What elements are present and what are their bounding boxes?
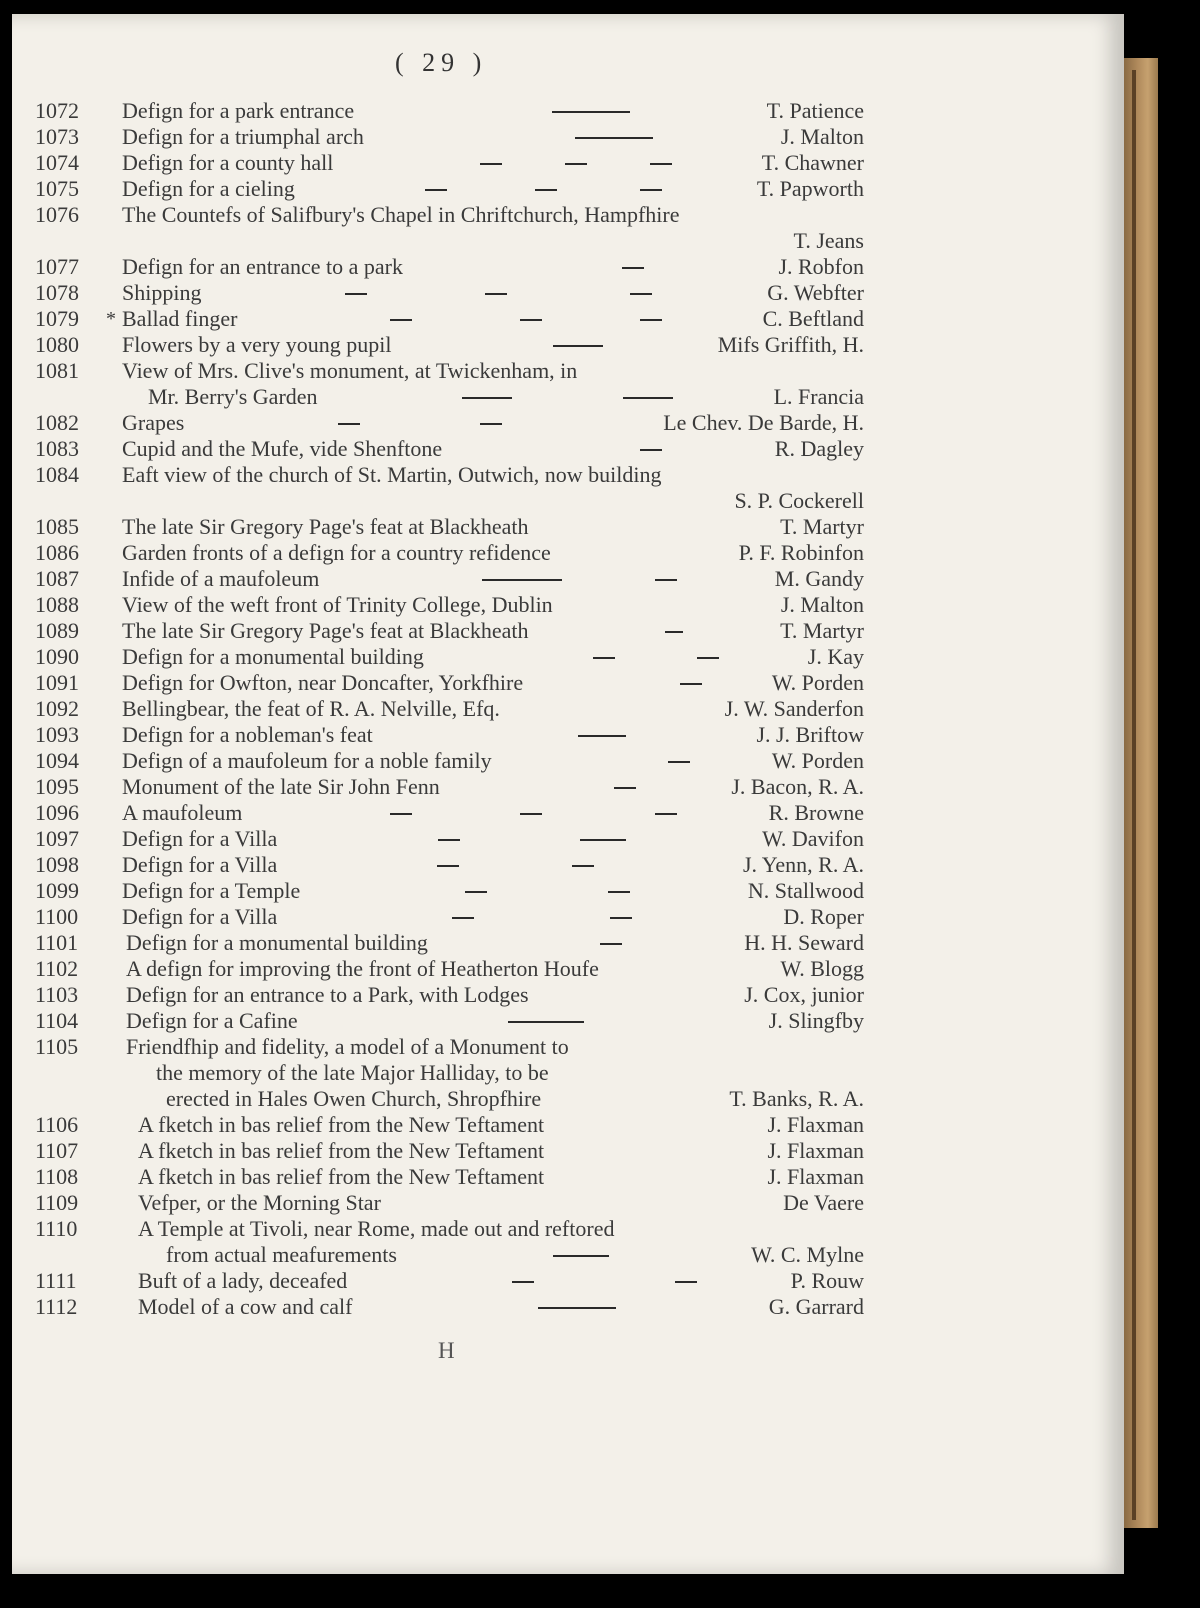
entry-artist: D. Roper <box>783 904 864 929</box>
entry-number: 1109 <box>35 1190 79 1215</box>
entry-artist: J. Flaxman <box>767 1112 864 1137</box>
entry-number: 1088 <box>35 592 79 617</box>
entry-number: 1086 <box>35 540 79 565</box>
list-item <box>0 722 1112 748</box>
entry-artist: T. Papworth <box>756 176 864 201</box>
entry-number: 1103 <box>35 982 79 1007</box>
list-item-continuation <box>0 228 1112 254</box>
dash-rule <box>600 943 622 945</box>
entry-artist: P. F. Robinfon <box>738 540 864 565</box>
entry-title: Defign for a county hall <box>122 150 334 175</box>
entry-title: Defign for Owfton, near Doncafter, Yorkfhire <box>122 670 524 695</box>
entry-title: Defign for a Villa <box>122 826 278 851</box>
list-item <box>0 670 1112 696</box>
entry-number: 1077 <box>35 254 79 279</box>
entry-artist: G. Garrard <box>768 1294 864 1319</box>
dash-rule <box>580 839 626 841</box>
entry-title: The late Sir Gregory Page's feat at Blackheath <box>122 618 529 643</box>
dash-rule <box>593 657 615 659</box>
entry-number: 1074 <box>35 150 79 175</box>
entry-artist: T. Jeans <box>793 228 864 253</box>
entry-artist: C. Beftland <box>762 306 864 331</box>
entry-title: A fketch in bas relief from the New Teftament <box>138 1164 545 1189</box>
entry-artist: J. Cox, junior <box>744 982 864 1007</box>
entry-number: 1075 <box>35 176 79 201</box>
entry-artist: J. Bacon, R. A. <box>731 774 864 799</box>
entry-title-cont: Mr. Berry's Garden <box>148 384 318 409</box>
entry-number: 1089 <box>35 618 79 643</box>
list-item <box>0 410 1112 436</box>
entry-title: The late Sir Gregory Page's feat at Blackheath <box>122 514 529 539</box>
entry-number: 1100 <box>35 904 79 929</box>
dash-rule <box>480 423 502 425</box>
list-item <box>0 124 1112 150</box>
entry-number: 1111 <box>35 1268 77 1293</box>
entry-number: 1078 <box>35 280 79 305</box>
list-item <box>0 566 1112 592</box>
dash-rule <box>565 163 587 165</box>
list-item <box>0 176 1112 202</box>
list-item-continuation <box>0 1060 1112 1086</box>
entry-title: Flowers by a very young pupil <box>122 332 392 357</box>
list-item-continuation <box>0 1242 1112 1268</box>
entry-title: Defign for a triumphal arch <box>122 124 364 149</box>
entry-title: View of Mrs. Clive's monument, at Twickenham, in <box>122 358 578 383</box>
dash-rule <box>665 631 683 633</box>
list-item <box>0 436 1112 462</box>
asterisk-mark: * <box>106 308 116 330</box>
list-item <box>0 1034 1112 1060</box>
entry-number: 1093 <box>35 722 79 747</box>
list-item <box>0 1164 1112 1190</box>
list-item <box>0 332 1112 358</box>
dash-rule <box>482 579 562 581</box>
entry-title: Eaft view of the church of St. Martin, Outwich, now building <box>122 462 662 487</box>
list-item <box>0 150 1112 176</box>
entry-artist: J. Malton <box>780 592 864 617</box>
entry-number: 1094 <box>35 748 79 773</box>
entry-artist: H. H. Seward <box>744 930 864 955</box>
dash-rule <box>437 865 459 867</box>
entry-number: 1101 <box>35 930 79 955</box>
entry-artist: J. J. Briftow <box>756 722 864 747</box>
entry-title: A fketch in bas relief from the New Teftament <box>138 1138 545 1163</box>
entry-title: Infide of a maufoleum <box>122 566 320 591</box>
entry-artist: W. Davifon <box>762 826 864 851</box>
entry-number: 1102 <box>35 956 79 981</box>
dash-rule <box>630 293 652 295</box>
entry-number: 1112 <box>35 1294 78 1319</box>
dash-rule <box>425 189 447 191</box>
entry-artist: J. Kay <box>807 644 864 669</box>
entry-title: Ballad finger <box>122 306 238 331</box>
list-item <box>0 800 1112 826</box>
entry-artist: T. Banks, R. A. <box>729 1086 864 1111</box>
list-item-continuation <box>0 384 1112 410</box>
entry-title: Defign for a Villa <box>122 904 278 929</box>
entry-number: 1098 <box>35 852 79 877</box>
entry-artist: R. Browne <box>768 800 864 825</box>
entry-artist: J. Robfon <box>778 254 864 279</box>
entry-title: Defign for a Cafine <box>126 1008 298 1033</box>
dash-rule <box>553 345 603 347</box>
list-item <box>0 1190 1112 1216</box>
entry-artist: W. C. Mylne <box>751 1242 864 1267</box>
entry-title: Defign for a park entrance <box>122 98 355 123</box>
entry-artist: De Vaere <box>783 1190 864 1215</box>
entry-number: 1108 <box>35 1164 79 1189</box>
dash-rule <box>578 735 626 737</box>
entry-title: View of the weft front of Trinity College, Dublin <box>122 592 553 617</box>
list-item <box>0 358 1112 384</box>
entry-title: Defign for a monumental building <box>126 930 428 955</box>
entry-title: Defign for a monumental building <box>122 644 424 669</box>
dash-rule <box>485 293 507 295</box>
entry-artist: W. Blogg <box>780 956 864 981</box>
dash-rule <box>553 1255 609 1257</box>
dash-rule <box>610 917 632 919</box>
entry-artist: J. Flaxman <box>767 1164 864 1189</box>
entry-artist: J. Yenn, R. A. <box>742 852 864 877</box>
dash-rule <box>520 319 542 321</box>
entry-number: 1082 <box>35 410 79 435</box>
book-spine-shadow <box>1132 70 1136 1520</box>
dash-rule <box>655 579 677 581</box>
list-item <box>0 514 1112 540</box>
list-item <box>0 592 1112 618</box>
entry-title: Garden fronts of a defign for a country refidence <box>122 540 551 565</box>
entry-number: 1105 <box>35 1034 79 1059</box>
entry-title-cont: from actual meafurements <box>166 1242 397 1267</box>
entry-number: 1076 <box>35 202 79 227</box>
list-item <box>0 982 1112 1008</box>
entry-number: 1095 <box>35 774 79 799</box>
list-item <box>0 540 1112 566</box>
dash-rule <box>520 813 542 815</box>
entry-artist: N. Stallwood <box>747 878 864 903</box>
entry-number: 1080 <box>35 332 79 357</box>
entry-title: Defign for a cieling <box>122 176 295 201</box>
entry-number: 1079 <box>35 306 79 331</box>
entry-number: 1096 <box>35 800 79 825</box>
list-item <box>0 1008 1112 1034</box>
entry-number: 1083 <box>35 436 79 461</box>
entry-artist: W. Porden <box>771 748 864 773</box>
entry-title: Defign for a nobleman's feat <box>122 722 373 747</box>
entry-title: Monument of the late Sir John Fenn <box>122 774 440 799</box>
dash-rule <box>538 1307 616 1309</box>
entry-artist: T. Martyr <box>780 618 864 643</box>
page-number: ( 29 ) <box>395 48 488 77</box>
entry-artist: J. Malton <box>780 124 864 149</box>
list-item <box>0 644 1112 670</box>
entry-number: 1110 <box>35 1216 78 1241</box>
entry-title-cont: erected in Hales Owen Church, Shropfhire <box>166 1086 542 1111</box>
entry-title: Grapes <box>122 410 185 435</box>
dash-rule <box>575 137 653 139</box>
dash-rule <box>462 397 512 399</box>
list-item <box>0 462 1112 488</box>
list-item <box>0 202 1112 228</box>
list-item-continuation <box>0 488 1112 514</box>
entry-artist: J. W. Sanderfon <box>724 696 864 721</box>
entry-number: 1087 <box>35 566 79 591</box>
entry-title: Friendfhip and fidelity, a model of a Monument to <box>126 1034 569 1059</box>
dash-rule <box>640 189 662 191</box>
list-item <box>0 826 1112 852</box>
entry-artist: G. Webfter <box>767 280 864 305</box>
list-item <box>0 852 1112 878</box>
entry-title: A maufoleum <box>122 800 243 825</box>
entry-title: Defign for an entrance to a park <box>122 254 403 279</box>
dash-rule <box>480 163 502 165</box>
list-item <box>0 774 1112 800</box>
list-item <box>0 98 1112 124</box>
entry-number: 1099 <box>35 878 79 903</box>
entry-artist: R. Dagley <box>774 436 864 461</box>
dash-rule <box>438 839 460 841</box>
dash-rule <box>608 891 630 893</box>
entry-artist: Mifs Griffith, H. <box>717 332 864 357</box>
signature-mark: H <box>438 1338 455 1363</box>
list-item <box>0 1112 1112 1138</box>
book-spine-edge <box>1124 58 1158 1528</box>
dash-rule <box>552 111 630 113</box>
dash-rule <box>675 1281 697 1283</box>
dash-rule <box>650 163 672 165</box>
dash-rule <box>697 657 719 659</box>
entry-number: 1092 <box>35 696 79 721</box>
dash-rule <box>452 917 474 919</box>
dash-rule <box>640 449 662 451</box>
list-item-continuation <box>0 1086 1112 1112</box>
entry-title: Model of a cow and calf <box>138 1294 353 1319</box>
dash-rule <box>614 787 636 789</box>
entry-title: Defign of a maufoleum for a noble family <box>122 748 492 773</box>
list-item <box>0 930 1112 956</box>
list-item <box>0 1138 1112 1164</box>
dash-rule <box>572 865 594 867</box>
entry-title: Bellingbear, the feat of R. A. Nelville, Efq. <box>122 696 500 721</box>
entry-number: 1097 <box>35 826 79 851</box>
list-item <box>0 306 1112 332</box>
entry-title: Defign for a Temple <box>122 878 301 903</box>
list-item <box>0 904 1112 930</box>
entry-number: 1073 <box>35 124 79 149</box>
entry-number: 1084 <box>35 462 79 487</box>
dash-rule <box>465 891 487 893</box>
dash-rule <box>622 267 644 269</box>
entry-artist: W. Porden <box>771 670 864 695</box>
list-item <box>0 254 1112 280</box>
entry-title: A fketch in bas relief from the New Teftament <box>138 1112 545 1137</box>
dash-rule <box>512 1281 534 1283</box>
list-item <box>0 618 1112 644</box>
entry-number: 1081 <box>35 358 79 383</box>
entry-title: Buft of a lady, deceafed <box>138 1268 348 1293</box>
list-item <box>0 748 1112 774</box>
list-item <box>0 1216 1112 1242</box>
list-item <box>0 956 1112 982</box>
entry-title: A defign for improving the front of Heatherton Houfe <box>126 956 599 981</box>
entry-number: 1104 <box>35 1008 79 1033</box>
entry-artist: S. P. Cockerell <box>734 488 864 513</box>
entry-artist: J. Slingfby <box>768 1008 864 1033</box>
list-item <box>0 1294 1112 1320</box>
dash-rule <box>623 397 673 399</box>
entry-number: 1107 <box>35 1138 79 1163</box>
entry-number: 1072 <box>35 98 79 123</box>
list-item <box>0 1268 1112 1294</box>
list-item <box>0 696 1112 722</box>
dash-rule <box>345 293 367 295</box>
entry-number: 1091 <box>35 670 79 695</box>
list-item <box>0 280 1112 306</box>
entry-artist: T. Patience <box>766 98 864 123</box>
entry-artist: T. Martyr <box>780 514 864 539</box>
dash-rule <box>390 319 412 321</box>
dash-rule <box>508 1021 584 1023</box>
entry-artist: L. Francia <box>773 384 864 409</box>
entry-title: Cupid and the Mufe, vide Shenftone <box>122 436 443 461</box>
entry-artist: T. Chawner <box>761 150 864 175</box>
entry-number: 1106 <box>35 1112 79 1137</box>
entry-title: Vefper, or the Morning Star <box>138 1190 381 1215</box>
list-item <box>0 878 1112 904</box>
dash-rule <box>680 683 702 685</box>
dash-rule <box>535 189 557 191</box>
dash-rule <box>338 423 360 425</box>
entry-artist: Le Chev. De Barde, H. <box>663 410 864 435</box>
entry-artist: M. Gandy <box>774 566 864 591</box>
entry-title-cont: the memory of the late Major Halliday, to be <box>156 1060 549 1085</box>
entry-artist: J. Flaxman <box>767 1138 864 1163</box>
entry-artist: P. Rouw <box>790 1268 864 1293</box>
dash-rule <box>640 319 662 321</box>
dash-rule <box>655 813 677 815</box>
entry-title: Shipping <box>122 280 202 305</box>
entry-number: 1085 <box>35 514 79 539</box>
entry-number: 1090 <box>35 644 79 669</box>
entry-title: Defign for an entrance to a Park, with Lodges <box>126 982 529 1007</box>
entry-title: A Temple at Tivoli, near Rome, made out and reftored <box>138 1216 615 1241</box>
entry-title: The Countefs of Salifbury's Chapel in Chriftchurch, Hampfhire <box>122 202 680 227</box>
entry-title: Defign for a Villa <box>122 852 278 877</box>
dash-rule <box>390 813 412 815</box>
dash-rule <box>668 761 690 763</box>
